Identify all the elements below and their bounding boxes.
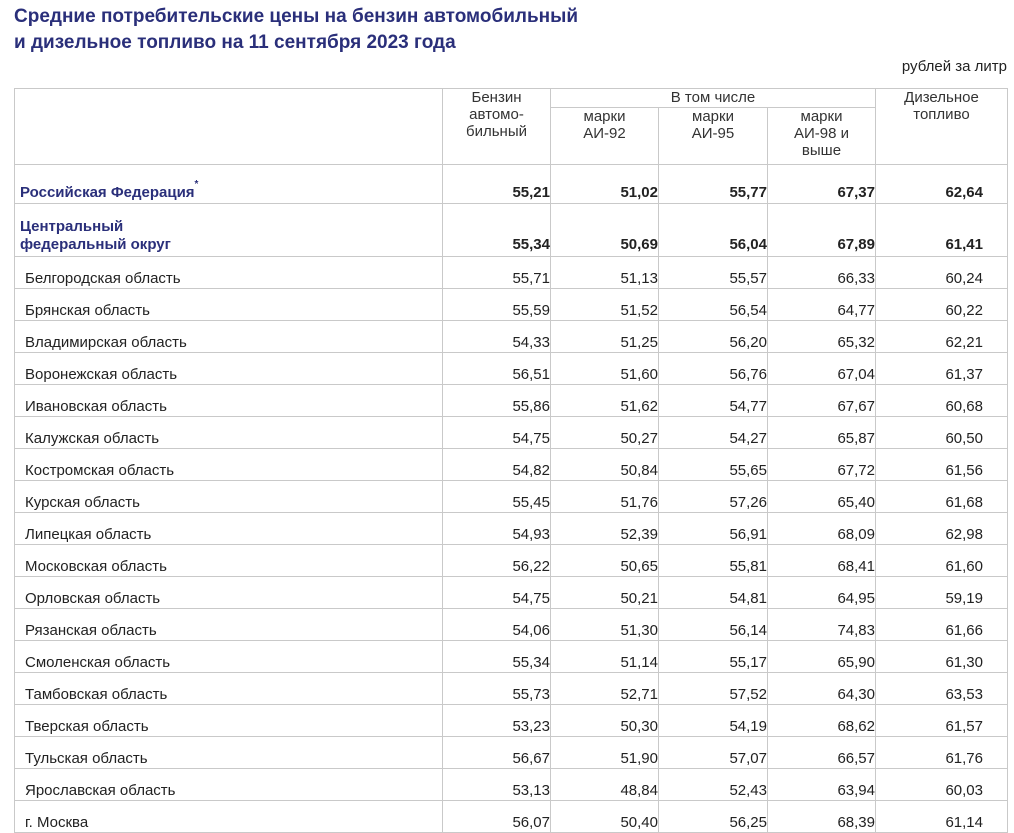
region-name: Липецкая область [15, 513, 443, 545]
units-label: рублей за литр [901, 58, 1007, 75]
value-ai95: 56,54 [659, 289, 768, 321]
value-ai95: 56,14 [659, 609, 768, 641]
value-ai92: 51,76 [551, 481, 659, 513]
value-ai92: 50,30 [551, 705, 659, 737]
value-ai92: 51,13 [551, 257, 659, 289]
value-ai92: 50,69 [551, 204, 659, 257]
header-gasoline [443, 89, 551, 165]
region-name: Костромская область [15, 449, 443, 481]
region-rows [15, 257, 1008, 833]
region-name: Тамбовская область [15, 673, 443, 705]
value-gasoline: 54,82 [443, 449, 551, 481]
value-ai95: 55,57 [659, 257, 768, 289]
region-name: Тверская область [15, 705, 443, 737]
table-row-russia [15, 165, 1008, 204]
header-region [15, 89, 443, 165]
value-ai98: 67,67 [768, 385, 876, 417]
value-ai95: 54,27 [659, 417, 768, 449]
value-diesel: 61,57 [876, 705, 1008, 737]
value-ai98: 68,39 [768, 801, 876, 833]
value-ai95: 56,20 [659, 321, 768, 353]
region-name: Калужская область [15, 417, 443, 449]
value-gasoline: 55,73 [443, 673, 551, 705]
value-gasoline: 54,33 [443, 321, 551, 353]
value-ai98: 67,04 [768, 353, 876, 385]
value-ai95: 55,17 [659, 641, 768, 673]
value-ai98: 67,37 [768, 165, 876, 204]
value-ai92: 51,30 [551, 609, 659, 641]
value-ai98: 64,95 [768, 577, 876, 609]
table-row [15, 257, 1008, 289]
region-name: Белгородская область [15, 257, 443, 289]
table-row-central-district [15, 204, 1008, 257]
region-name: Смоленская область [15, 641, 443, 673]
value-ai92: 48,84 [551, 769, 659, 801]
value-diesel: 59,19 [876, 577, 1008, 609]
price-table [14, 88, 1008, 833]
value-ai98: 65,87 [768, 417, 876, 449]
header-diesel-label: Дизельное топливо [904, 89, 979, 123]
value-gasoline: 55,34 [443, 641, 551, 673]
table-row [15, 545, 1008, 577]
region-name-text: Центральный федеральный округ [20, 218, 171, 253]
header-ai95-label: марки АИ-95 [691, 108, 735, 142]
value-diesel: 61,30 [876, 641, 1008, 673]
value-gasoline: 56,07 [443, 801, 551, 833]
value-ai98: 64,30 [768, 673, 876, 705]
value-ai92: 50,40 [551, 801, 659, 833]
value-ai95: 54,77 [659, 385, 768, 417]
value-ai98: 66,57 [768, 737, 876, 769]
region-name [15, 204, 443, 257]
header-row-1 [15, 89, 1008, 108]
value-ai95: 57,26 [659, 481, 768, 513]
value-diesel: 60,24 [876, 257, 1008, 289]
value-ai95: 55,81 [659, 545, 768, 577]
table-row [15, 641, 1008, 673]
value-ai95: 55,65 [659, 449, 768, 481]
region-name: Ярославская область [15, 769, 443, 801]
region-name: Владимирская область [15, 321, 443, 353]
table-row [15, 321, 1008, 353]
value-ai92: 52,71 [551, 673, 659, 705]
table-row [15, 609, 1008, 641]
table-row [15, 577, 1008, 609]
value-ai92: 52,39 [551, 513, 659, 545]
value-diesel: 61,76 [876, 737, 1008, 769]
value-ai98: 65,90 [768, 641, 876, 673]
value-ai92: 51,14 [551, 641, 659, 673]
value-diesel: 60,22 [876, 289, 1008, 321]
header-gasoline-label: Бензин автомо-бильный [466, 89, 527, 140]
region-name: г. Москва [15, 801, 443, 833]
region-name: Ивановская область [15, 385, 443, 417]
value-ai98: 65,32 [768, 321, 876, 353]
value-ai95: 56,76 [659, 353, 768, 385]
table-row [15, 289, 1008, 321]
value-gasoline: 56,51 [443, 353, 551, 385]
table-row [15, 449, 1008, 481]
table-row [15, 353, 1008, 385]
value-gasoline: 56,22 [443, 545, 551, 577]
header-ai98 [768, 108, 876, 165]
value-diesel: 61,66 [876, 609, 1008, 641]
value-ai92: 51,60 [551, 353, 659, 385]
value-diesel: 61,41 [876, 204, 1008, 257]
value-gasoline: 53,13 [443, 769, 551, 801]
value-gasoline: 55,21 [443, 165, 551, 204]
region-name-text: Российская Федерация [20, 184, 195, 201]
region-name [15, 165, 443, 204]
value-ai98: 63,94 [768, 769, 876, 801]
value-gasoline: 55,45 [443, 481, 551, 513]
value-diesel: 62,98 [876, 513, 1008, 545]
title-line-2: и дизельное топливо на 11 сентября 2023 года [14, 32, 456, 53]
table-row [15, 673, 1008, 705]
header-ai92-label: марки АИ-92 [583, 108, 626, 142]
value-ai92: 50,84 [551, 449, 659, 481]
value-ai98: 65,40 [768, 481, 876, 513]
value-ai98: 68,62 [768, 705, 876, 737]
table-row [15, 513, 1008, 545]
value-ai92: 51,52 [551, 289, 659, 321]
value-diesel: 62,64 [876, 165, 1008, 204]
value-gasoline: 55,34 [443, 204, 551, 257]
value-diesel: 63,53 [876, 673, 1008, 705]
footnote-mark: * [194, 179, 199, 190]
value-ai95: 56,25 [659, 801, 768, 833]
value-ai98: 74,83 [768, 609, 876, 641]
value-ai92: 51,90 [551, 737, 659, 769]
value-ai95: 54,81 [659, 577, 768, 609]
value-gasoline: 55,86 [443, 385, 551, 417]
header-ai92 [551, 108, 659, 165]
value-ai92: 50,65 [551, 545, 659, 577]
page-title [14, 4, 714, 56]
value-ai92: 51,62 [551, 385, 659, 417]
value-ai95: 55,77 [659, 165, 768, 204]
value-ai95: 56,04 [659, 204, 768, 257]
title-line-1: Средние потребительские цены на бензин автомобильный [14, 6, 579, 27]
value-gasoline: 54,93 [443, 513, 551, 545]
table-row [15, 385, 1008, 417]
value-gasoline: 54,06 [443, 609, 551, 641]
region-name: Рязанская область [15, 609, 443, 641]
value-diesel: 61,68 [876, 481, 1008, 513]
value-ai95: 56,91 [659, 513, 768, 545]
value-ai98: 64,77 [768, 289, 876, 321]
header-ai98-label: марки АИ-98 и выше [793, 108, 849, 159]
value-gasoline: 55,59 [443, 289, 551, 321]
value-diesel: 61,14 [876, 801, 1008, 833]
table-row [15, 801, 1008, 833]
region-name: Брянская область [15, 289, 443, 321]
region-name: Курская область [15, 481, 443, 513]
value-ai95: 52,43 [659, 769, 768, 801]
value-diesel: 61,37 [876, 353, 1008, 385]
value-gasoline: 56,67 [443, 737, 551, 769]
value-diesel: 60,03 [876, 769, 1008, 801]
value-diesel: 62,21 [876, 321, 1008, 353]
value-ai92: 50,27 [551, 417, 659, 449]
region-name: Тульская область [15, 737, 443, 769]
value-diesel: 61,56 [876, 449, 1008, 481]
header-ai95 [659, 108, 768, 165]
value-ai92: 51,02 [551, 165, 659, 204]
value-ai95: 54,19 [659, 705, 768, 737]
value-diesel: 60,50 [876, 417, 1008, 449]
region-name: Московская область [15, 545, 443, 577]
value-ai98: 66,33 [768, 257, 876, 289]
region-name: Воронежская область [15, 353, 443, 385]
value-diesel: 60,68 [876, 385, 1008, 417]
table-row [15, 417, 1008, 449]
table-row [15, 481, 1008, 513]
value-ai98: 67,72 [768, 449, 876, 481]
header-diesel [876, 89, 1008, 165]
value-gasoline: 53,23 [443, 705, 551, 737]
value-ai98: 68,09 [768, 513, 876, 545]
table-row [15, 769, 1008, 801]
value-ai98: 68,41 [768, 545, 876, 577]
value-ai95: 57,52 [659, 673, 768, 705]
table-row [15, 737, 1008, 769]
value-gasoline: 54,75 [443, 577, 551, 609]
table-row [15, 705, 1008, 737]
value-ai98: 67,89 [768, 204, 876, 257]
value-ai92: 50,21 [551, 577, 659, 609]
value-gasoline: 54,75 [443, 417, 551, 449]
value-gasoline: 55,71 [443, 257, 551, 289]
value-ai92: 51,25 [551, 321, 659, 353]
value-ai95: 57,07 [659, 737, 768, 769]
region-name: Орловская область [15, 577, 443, 609]
value-diesel: 61,60 [876, 545, 1008, 577]
header-including: В том числе [551, 89, 876, 108]
